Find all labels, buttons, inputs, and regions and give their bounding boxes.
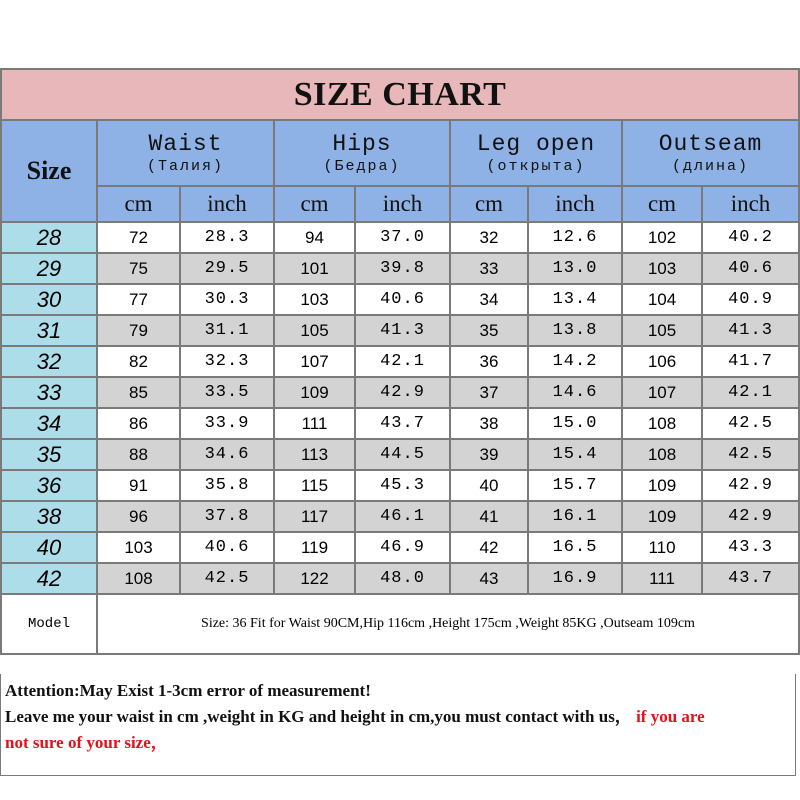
- measurement-cell: 42.1: [355, 346, 450, 377]
- size-cell: 29: [1, 253, 97, 284]
- contact-text: Leave me your waist in cm ,weight in KG and height in cm,you must contact with us，: [5, 707, 637, 726]
- measurement-cell: 103: [274, 284, 355, 315]
- measurement-cell: 31.1: [180, 315, 274, 346]
- measurement-cell: 34.6: [180, 439, 274, 470]
- measurement-cell: 42.1: [702, 377, 799, 408]
- hips-header-en: Hips: [332, 131, 392, 158]
- measurement-cell: 32.3: [180, 346, 274, 377]
- measurement-cell: 35.8: [180, 470, 274, 501]
- size-cell: 36: [1, 470, 97, 501]
- measurement-cell: 105: [274, 315, 355, 346]
- measurement-cell: 107: [274, 346, 355, 377]
- measurement-cell: 29.5: [180, 253, 274, 284]
- measurement-cell: 103: [622, 253, 702, 284]
- unit-header: cm: [622, 186, 702, 222]
- measurement-cell: 37.8: [180, 501, 274, 532]
- measurement-cell: 122: [274, 563, 355, 594]
- measurement-cell: 96: [97, 501, 180, 532]
- table-row: [1, 222, 799, 253]
- measurement-cell: 42.5: [180, 563, 274, 594]
- measurement-cell: 39.8: [355, 253, 450, 284]
- hips-header: [274, 120, 450, 186]
- model-description: Size: 36 Fit for Waist 90CM,Hip 116cm ,Height 175cm ,Weight 85KG ,Outseam 109cm: [97, 594, 799, 654]
- outseam-header-en: Outseam: [658, 131, 763, 158]
- attention-notes: [0, 674, 796, 776]
- unit-header: cm: [97, 186, 180, 222]
- measurement-cell: 16.5: [528, 532, 622, 563]
- measurement-cell: 111: [274, 408, 355, 439]
- measurement-cell: 44.5: [355, 439, 450, 470]
- size-cell: 30: [1, 284, 97, 315]
- measurement-cell: 39: [450, 439, 528, 470]
- measurement-cell: 41: [450, 501, 528, 532]
- measurement-cell: 86: [97, 408, 180, 439]
- size-cell: 33: [1, 377, 97, 408]
- unit-header: inch: [528, 186, 622, 222]
- table-row: [1, 470, 799, 501]
- measurement-cell: 109: [622, 501, 702, 532]
- measurement-cell: 43.3: [702, 532, 799, 563]
- measurement-cell: 41.3: [355, 315, 450, 346]
- measurement-cell: 75: [97, 253, 180, 284]
- measurement-cell: 33.5: [180, 377, 274, 408]
- outseam-header-ru: (длина): [671, 157, 749, 175]
- contact-line: [5, 704, 791, 730]
- measurement-cell: 88: [97, 439, 180, 470]
- unit-header: cm: [274, 186, 355, 222]
- measurement-cell: 108: [622, 408, 702, 439]
- measurement-cell: 46.1: [355, 501, 450, 532]
- measurement-cell: 40: [450, 470, 528, 501]
- measurement-cell: 102: [622, 222, 702, 253]
- measurement-cell: 16.9: [528, 563, 622, 594]
- leg-open-header: [450, 120, 622, 186]
- size-chart-table: [0, 68, 800, 655]
- contact-warning-text: if you are: [636, 707, 705, 726]
- measurement-cell: 37.0: [355, 222, 450, 253]
- model-label: Model: [1, 594, 97, 654]
- measurement-cell: 15.0: [528, 408, 622, 439]
- measurement-cell: 13.0: [528, 253, 622, 284]
- measurement-cell: 42.9: [702, 470, 799, 501]
- attention-line: Attention:May Exist 1-3cm error of measurement!: [5, 681, 371, 700]
- measurement-cell: 14.2: [528, 346, 622, 377]
- unit-header: inch: [702, 186, 799, 222]
- size-cell: 28: [1, 222, 97, 253]
- measurement-cell: 28.3: [180, 222, 274, 253]
- waist-header-ru: (Талия): [146, 157, 224, 175]
- units-row: [1, 186, 799, 222]
- measurement-cell: 13.8: [528, 315, 622, 346]
- table-row: [1, 253, 799, 284]
- hips-header-ru: (Бедра): [323, 157, 401, 175]
- measurement-cell: 94: [274, 222, 355, 253]
- measurement-cell: 77: [97, 284, 180, 315]
- size-cell: 34: [1, 408, 97, 439]
- measurement-cell: 101: [274, 253, 355, 284]
- unit-header: inch: [180, 186, 274, 222]
- size-cell: 42: [1, 563, 97, 594]
- measurement-cell: 43.7: [355, 408, 450, 439]
- measurement-cell: 34: [450, 284, 528, 315]
- measurement-cell: 72: [97, 222, 180, 253]
- measurement-cell: 82: [97, 346, 180, 377]
- measurement-cell: 110: [622, 532, 702, 563]
- measurement-cell: 33: [450, 253, 528, 284]
- measurement-cell: 117: [274, 501, 355, 532]
- measurement-cell: 14.6: [528, 377, 622, 408]
- measurement-cell: 107: [622, 377, 702, 408]
- measurement-cell: 46.9: [355, 532, 450, 563]
- measurement-cell: 40.6: [180, 532, 274, 563]
- measurement-cell: 111: [622, 563, 702, 594]
- measurement-cell: 15.4: [528, 439, 622, 470]
- measurement-cell: 42.5: [702, 439, 799, 470]
- measurement-cell: 105: [622, 315, 702, 346]
- measurement-cell: 109: [274, 377, 355, 408]
- measurement-cell: 48.0: [355, 563, 450, 594]
- measurement-cell: 42.9: [702, 501, 799, 532]
- measurement-cell: 91: [97, 470, 180, 501]
- measurement-cell: 35: [450, 315, 528, 346]
- table-row: [1, 563, 799, 594]
- measurement-cell: 16.1: [528, 501, 622, 532]
- measurement-cell: 113: [274, 439, 355, 470]
- unit-header: inch: [355, 186, 450, 222]
- model-row: [1, 594, 799, 654]
- table-row: [1, 284, 799, 315]
- size-column-header: Size: [1, 120, 97, 222]
- measurement-cell: 42: [450, 532, 528, 563]
- measurement-cell: 30.3: [180, 284, 274, 315]
- size-cell: 35: [1, 439, 97, 470]
- measurement-cell: 119: [274, 532, 355, 563]
- leg-open-header-en: Leg open: [476, 131, 596, 158]
- measurement-cell: 106: [622, 346, 702, 377]
- measurement-cell: 32: [450, 222, 528, 253]
- measurement-cell: 43.7: [702, 563, 799, 594]
- table-row: [1, 408, 799, 439]
- table-row: [1, 315, 799, 346]
- measurement-cell: 38: [450, 408, 528, 439]
- measurement-cell: 12.6: [528, 222, 622, 253]
- size-cell: 38: [1, 501, 97, 532]
- measurement-cell: 42.5: [702, 408, 799, 439]
- table-row: [1, 501, 799, 532]
- measurement-cell: 45.3: [355, 470, 450, 501]
- measurement-cell: 109: [622, 470, 702, 501]
- measurement-cell: 115: [274, 470, 355, 501]
- measurement-cell: 40.9: [702, 284, 799, 315]
- measurement-cell: 108: [97, 563, 180, 594]
- measurement-cell: 40.2: [702, 222, 799, 253]
- measurement-cell: 43: [450, 563, 528, 594]
- measurement-cell: 108: [622, 439, 702, 470]
- table-row: [1, 346, 799, 377]
- measurement-cell: 41.7: [702, 346, 799, 377]
- size-cell: 32: [1, 346, 97, 377]
- measurement-cell: 104: [622, 284, 702, 315]
- measurement-cell: 15.7: [528, 470, 622, 501]
- unit-header: cm: [450, 186, 528, 222]
- size-chart-container: [0, 68, 798, 655]
- measurement-cell: 37: [450, 377, 528, 408]
- measurement-cell: 85: [97, 377, 180, 408]
- measurement-cell: 36: [450, 346, 528, 377]
- measurement-cell: 42.9: [355, 377, 450, 408]
- size-cell: 40: [1, 532, 97, 563]
- waist-header-en: Waist: [148, 131, 223, 158]
- measurement-cell: 33.9: [180, 408, 274, 439]
- measurement-cell: 13.4: [528, 284, 622, 315]
- outseam-header: [622, 120, 799, 186]
- leg-open-header-ru: (открыта): [486, 157, 586, 175]
- table-row: [1, 532, 799, 563]
- measurement-cell: 40.6: [702, 253, 799, 284]
- measurement-cell: 79: [97, 315, 180, 346]
- table-row: [1, 377, 799, 408]
- measurement-cell: 103: [97, 532, 180, 563]
- size-warning-line: not sure of your size，: [5, 733, 168, 752]
- measurement-cell: 40.6: [355, 284, 450, 315]
- table-row: [1, 439, 799, 470]
- measurement-cell: 41.3: [702, 315, 799, 346]
- size-cell: 31: [1, 315, 97, 346]
- waist-header: [97, 120, 274, 186]
- chart-title: SIZE CHART: [1, 69, 799, 120]
